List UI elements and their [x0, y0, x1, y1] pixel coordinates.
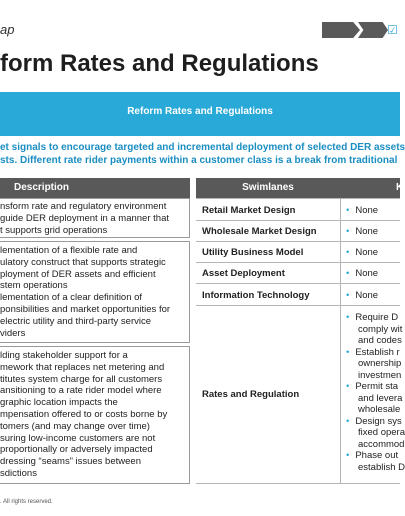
row-divider	[340, 199, 341, 220]
swimlane-value: • None	[346, 290, 379, 301]
swimlane-label: Utility Business Model	[202, 247, 304, 258]
bullet-icon: •	[346, 450, 350, 461]
bullet-icon: •	[346, 381, 350, 392]
description-line: suring low-income customers are not	[0, 432, 156, 444]
list-item: • Require D	[346, 312, 399, 323]
list-item-continuation: comply wit	[358, 323, 403, 335]
row-divider	[340, 263, 341, 283]
goal-line-2: sts. Different rate rider payments within a customer class is a break from traditional	[0, 155, 398, 166]
rates-action-list	[346, 312, 405, 473]
row-divider	[340, 242, 341, 262]
list-item-continuation: and levera	[358, 392, 403, 404]
list-item: • Phase out	[346, 450, 399, 461]
description-block-2	[0, 241, 190, 343]
row-divider	[340, 284, 341, 305]
description-line: mework that replaces net metering and	[0, 361, 165, 373]
description-line: mpensation offered to or costs borne by	[0, 408, 168, 420]
list-item-continuation: fixed opera	[358, 427, 405, 438]
banner	[0, 92, 400, 136]
header-subtitle: ap	[0, 22, 15, 37]
description-line: t supports grid operations	[0, 224, 108, 236]
description-line: titutes system charge for all customers	[0, 373, 163, 385]
swimlane-label: Asset Deployment	[202, 268, 285, 279]
swimlane-row-rates-and-regulation	[196, 305, 405, 484]
description-line: ulatory construct that supports strategic	[0, 256, 166, 268]
swimlane-value: • None	[346, 205, 379, 216]
swimlane-value: • None	[346, 226, 379, 237]
list-item-continuation: and codes	[358, 335, 402, 346]
list-item: • Establish r	[346, 346, 400, 358]
swimlane-row-retail-market-design	[196, 198, 400, 220]
bullet-icon: •	[346, 346, 350, 358]
footer-copyright: . All rights reserved.	[0, 499, 53, 505]
column-header-k: K	[340, 178, 400, 198]
description-line: lding stakeholder support for a	[0, 350, 128, 361]
chevron-arrow-icon[interactable]	[322, 22, 388, 38]
description-line: sdictions	[0, 467, 37, 479]
swimlane-row-utility-business-model	[196, 241, 400, 262]
list-item: • Design sys	[346, 415, 402, 427]
list-item-continuation: accommod	[358, 438, 405, 450]
goal-statement	[0, 141, 405, 167]
column-header-description: Description	[0, 178, 190, 198]
description-line: graphic location impacts the	[0, 397, 118, 409]
swimlane-label: Wholesale Market Design	[202, 226, 317, 237]
banner-label: Reform Rates and Regulations	[127, 106, 273, 117]
description-line: electric utility and third-party service	[0, 315, 151, 327]
description-block-3	[0, 346, 190, 484]
goal-line-1: et signals to encourage targeted and incremental deployment of selected DER assets	[0, 142, 405, 153]
list-item-continuation: establish D	[358, 461, 405, 473]
bullet-icon: •	[346, 268, 350, 279]
swimlane-label: Rates and Regulation	[202, 389, 300, 400]
arrow-segment-2	[358, 22, 388, 38]
swimlane-value: • None	[346, 247, 379, 258]
swimlane-label: Retail Market Design	[202, 205, 296, 216]
description-line: guide DER deployment in a manner that	[0, 212, 169, 224]
list-item: • Permit sta	[346, 381, 399, 392]
description-line: ansitioning to a rate rider model where	[0, 385, 162, 397]
list-item-continuation: ownership	[358, 358, 402, 369]
description-line: lementation of a flexible rate and	[0, 245, 138, 256]
description-line: ponsibilities and market opportunities for	[0, 303, 171, 315]
swimlane-value: • None	[346, 268, 379, 279]
checkbox-icon[interactable]: ☑	[387, 23, 398, 37]
description-line: stem operations	[0, 280, 68, 292]
description-line: lementation of a clear definition of	[0, 292, 143, 304]
swimlane-row-information-technology	[196, 283, 400, 305]
swimlane-label: Information Technology	[202, 290, 310, 301]
row-divider	[340, 306, 341, 483]
description-line: dressing “seams” issues between	[0, 456, 141, 468]
description-line: tomers (and may change over time)	[0, 420, 150, 432]
row-divider	[340, 221, 341, 241]
bullet-icon: •	[346, 205, 350, 216]
bullet-icon: •	[346, 226, 350, 237]
page-title: form Rates and Regulations	[0, 50, 319, 77]
bullet-icon: •	[346, 290, 350, 301]
description-block-1	[0, 198, 190, 238]
swimlane-row-wholesale-market-design	[196, 220, 400, 241]
arrow-segment-1	[322, 22, 360, 38]
bullet-icon: •	[346, 312, 350, 323]
bullet-icon: •	[346, 247, 350, 258]
list-item-continuation: wholesale	[358, 404, 401, 415]
description-line: ployment of DER assets and efficient	[0, 268, 156, 280]
description-line: proportionally or adversely impacted	[0, 444, 153, 456]
description-line: nsform rate and regulatory environment	[0, 201, 167, 212]
swimlane-row-asset-deployment	[196, 262, 400, 283]
column-header-swimlanes: Swimlanes	[196, 178, 340, 198]
description-line: viders	[0, 327, 26, 339]
bullet-icon: •	[346, 415, 350, 427]
list-item-continuation: investmen	[358, 369, 402, 381]
